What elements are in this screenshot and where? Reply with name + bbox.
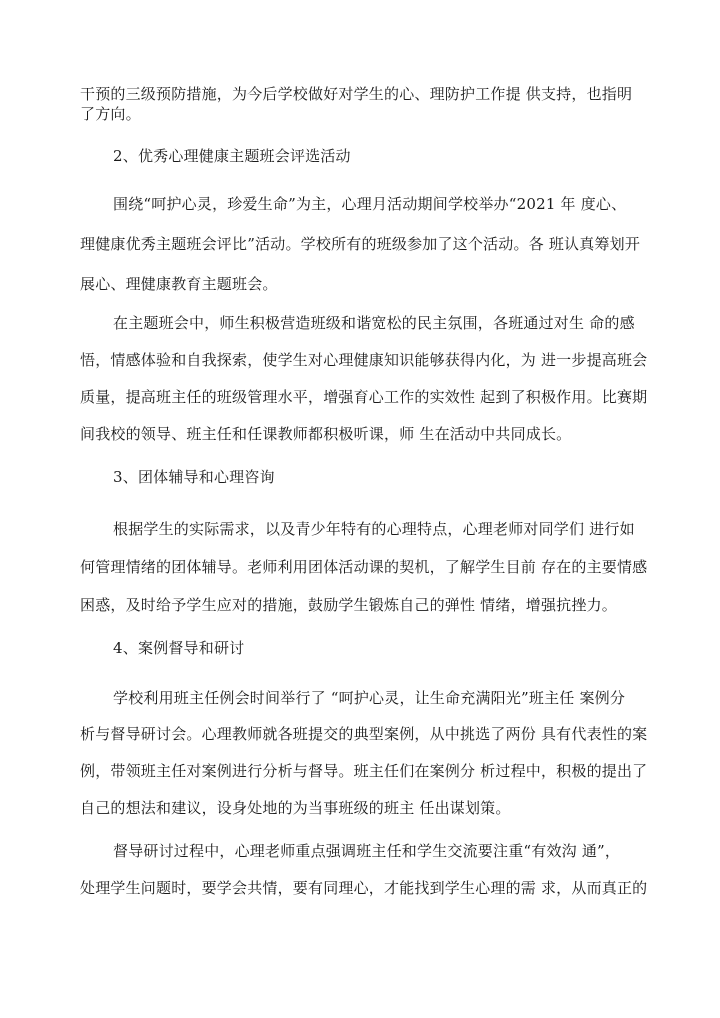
text-line: 督导研讨过程中，心理老师重点强调班主任和学生交流要注重“有效沟 通”，: [113, 842, 621, 860]
section-heading: 4、案例督导和研讨: [113, 639, 245, 657]
text-line: 例，带领班主任对案例进行分析与督导。班主任们在案例分 析过程中，积极的提出了: [80, 762, 648, 780]
text-line: 质量，提高班主任的班级管理水平，增强育心工作的实效性 起到了积极作用。比赛期: [80, 388, 648, 406]
text-line: 何管理情绪的团体辅导。老师利用团体活动课的契机，了解学生目前 存在的主要情感: [80, 558, 648, 576]
section-heading: 3、团体辅导和心理咨询: [113, 468, 275, 486]
text-line: 间我校的领导、班主任和任课教师都积极听课，师 生在活动中共同成长。: [80, 425, 572, 443]
text-line: 在主题班会中，师生积极营造班级和谐宽松的民主氛围，各班通过对生 命的感: [113, 314, 635, 332]
text-line: 自己的想法和建议，设身处地的为当事班级的班主 任出谋划策。: [80, 799, 511, 817]
section-heading: 2、优秀心理健康主题班会评选活动: [113, 147, 351, 165]
text-line: 析与督导研讨会。心理教师就各班提交的典型案例，从中挑选了两份 具有代表性的案: [80, 725, 648, 743]
text-line: 干预的三级预防措施，为今后学校做好对学生的心、理防护工作提 供支持，也指明: [80, 85, 633, 103]
text-line: 困惑，及时给予学生应对的措施，鼓励学生锻炼自己的弹性 情绪，增强抗挫力。: [80, 596, 617, 614]
text-line: 了方向。: [80, 105, 141, 123]
text-line: 悟，情感体验和自我探索，使学生对心理健康知识能够获得内化，为 进一步提高班会: [80, 351, 648, 369]
text-line: 根据学生的实际需求，以及青少年特有的心理特点，心理老师对同学们 进行如: [113, 520, 635, 538]
text-line: 理健康优秀主题班会评比”活动。学校所有的班级参加了这个活动。各 班认真筹划开: [80, 235, 641, 253]
text-line: 处理学生问题时，要学会共情，要有同理心，才能找到学生心理的需 求，从而真正的: [80, 879, 648, 897]
text-line: 围绕“呵护心灵，珍爱生命”为主，心理月活动期间学校举办“2021 年 度心、: [113, 195, 627, 213]
text-line: 展心、理健康教育主题班会。: [80, 275, 278, 293]
text-line: 学校利用班主任例会时间举行了 “呵护心灵，让生命充满阳光”班主任 案例分: [113, 689, 626, 707]
